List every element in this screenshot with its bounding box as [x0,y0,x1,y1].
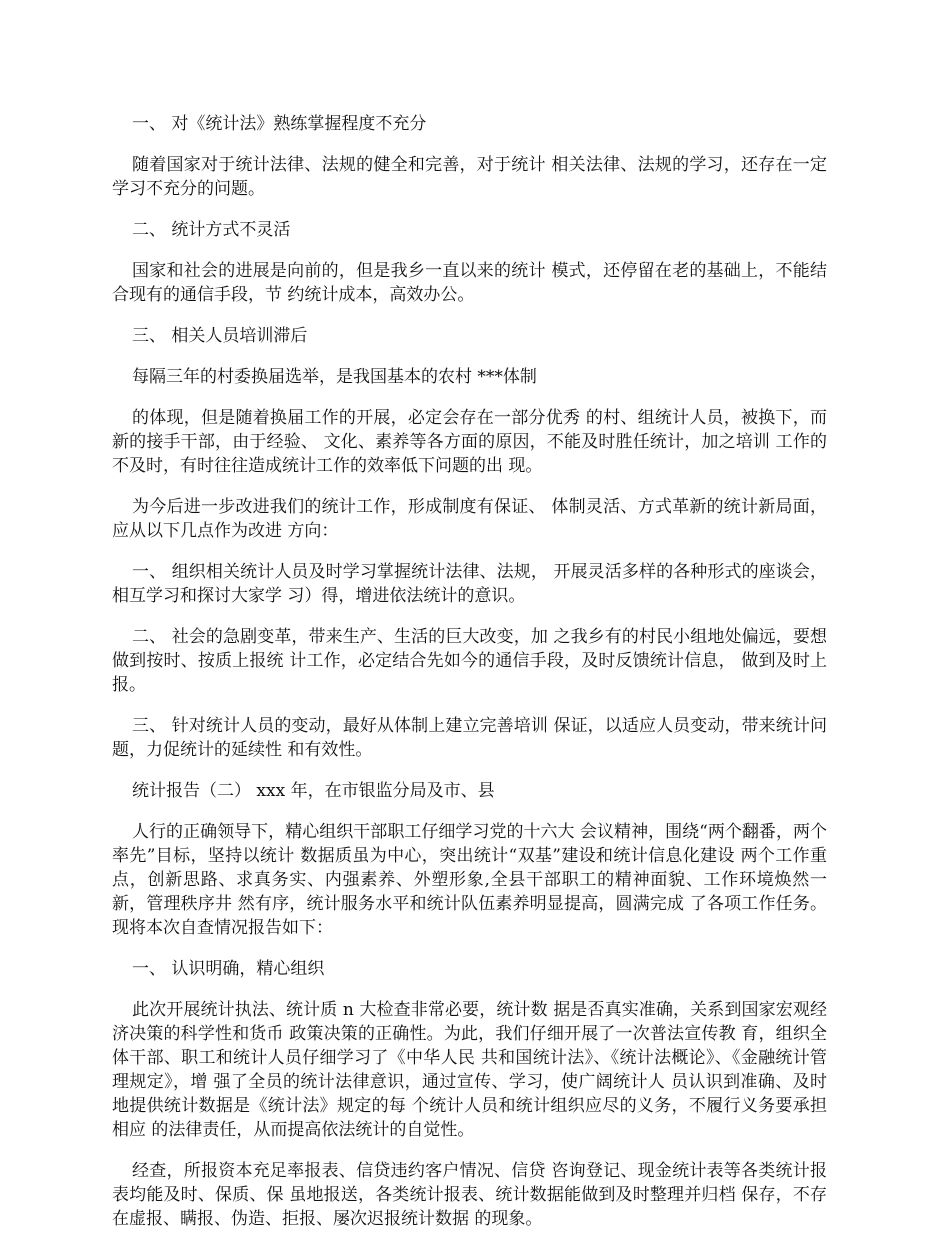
paragraph: 随着国家对于统计法律、法规的健全和完善，对于统计 相关法律、法规的学习，还存在一定学习不充分的问题。 [112,155,827,199]
section-heading-3: 三、 相关人员培训滞后 [132,326,308,346]
paragraph: 的体现，但是随着换届工作的开展，必定会存在一部分优秀 的村、组统计人员，被换下，而新的接手干部，由于经验、 文化、素养等各方面的原因，不能及时胜任统计，加之培训 工作的不及时，有时往往造成统计工作的效率低下问题的出 现。 [112,408,827,476]
paragraph: 经查，所报资本充足率报表、信贷违约客户情况、信贷 咨询登记、现金统计表等各类统计报表均能及时、保质、保 虽地报送，各类统计报表、统计数据能做到及时整理并归档 保存，不存在虚报、瞒报、伪造、拒报、屡次迟报统计数据 的现象。 [112,1161,827,1229]
paragraph: 人行的正确领导下，精心组织干部职工仔细学习党的十六大 会议精神，围绕“两个翻番，两个率先”目标，坚持以统计 数据质虽为中心，突出统计“双基”建设和统计信息化建设 两个工作重点，创新思路、求真务实、内强素养、外塑形象,全县干部职工的精神面貌、工作环境焕然一新，管理秩序井 然有序，统计服务水平和统计队伍素养明显提高，圆满完成 了各项工作任务。现将本次自查情况报告如下： [112,822,827,938]
improvement-item-3: 三、 针对统计人员的变动，最好从体制上建立完善培训 保证，以适应人员变动，带来统计问题，力促统计的延续性 和有效性。 [112,716,827,760]
section-heading-2: 二、 统计方式不灵活 [132,220,291,240]
improvement-item-2: 二、 社会的急剧变革，带来生产、生活的巨大改变，加 之我乡有的村民小组地处偏远，要想做到按时、按质上报统 计工作，必定结合先如今的通信手段，及时反馈统计信息， 做到及时上报。 [112,627,827,695]
paragraph: 此次开展统计执法、统计质 n 大检查非常必要，统计数 据是否真实准确，关系到国家宏观经济决策的科学性和货币 政策决策的正确性。为此，我们仔细开展了一次普法宣传教 育，组织全体干部、职工和统计人员仔细学习了《中华人民 共和国统计法》、《统计法概论》、《金融统计管理规定》，增 强了全员的统计法律意识，通过宣传、学习，使广阔统计人 员认识到准确、及时地提供统计数据是《统计法》规定的每 个统计人员和统计组织应尽的义务，不履行义务要承担相应 的法律责任，从而提高依法统计的自觉性。 [112,1000,827,1140]
paragraph: 为今后进一步改进我们的统计工作，形成制度有保证、 体制灵活、方式革新的统计新局面，应从以下几点作为改进 方向： [112,497,827,541]
report-title-line: 统计报告（二） xxx 年，在市银监分局及市、县 [132,781,495,801]
document-body [112,112,827,1248]
paragraph: 每隔三年的村委换届选举，是我国基本的农村 ***体制 [132,367,537,387]
section-heading-recognition: 一、 认识明确，精心组织 [132,959,325,979]
section-heading-1: 一、 对《统计法》熟练掌握程度不充分 [132,114,427,134]
paragraph: 国家和社会的进展是向前的，但是我乡一直以来的统计 模式，还停留在老的基础上，不能结合现有的通信手段，节 约统计成本，高效办公。 [112,261,827,305]
improvement-item-1: 一、 组织相关统计人员及时学习掌握统计法律、法规， 开展灵活多样的各种形式的座谈会，相互学习和探讨大家学 习）得，增进依法统计的意识。 [112,562,827,606]
